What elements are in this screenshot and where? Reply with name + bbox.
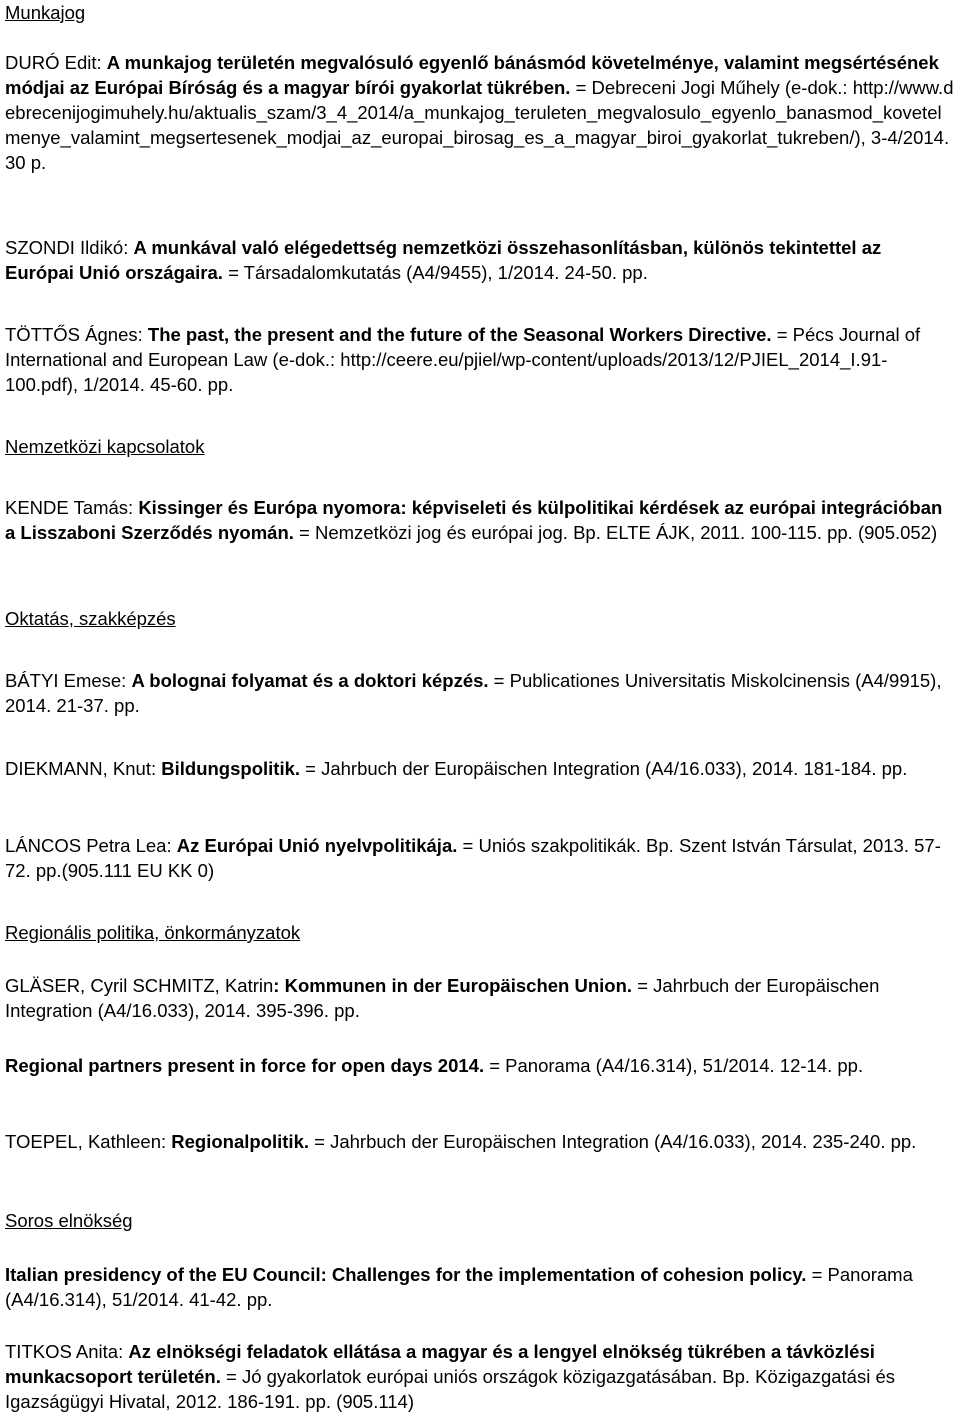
entry-title: Regional partners present in force for open days 2014. <box>5 1055 485 1076</box>
entry-author: KENDE Tamás: <box>5 497 139 518</box>
bibliography-entry <box>5 495 955 545</box>
bibliography-entry <box>5 235 955 285</box>
entry-title: Bildungspolitik. <box>161 758 301 779</box>
entry-source: = Társadalomkutatás (A4/9455), 1/2014. 24-50. pp. <box>222 262 648 283</box>
entry-source: = Nemzetközi jog és európai jog. Bp. ELTE ÁJK, 2011. 100-115. pp. (905.052) <box>293 522 938 543</box>
bibliography-entry <box>5 668 955 718</box>
section-heading-oktatas-szakkepzes: Oktatás, szakképzés <box>5 608 176 629</box>
entry-author: TÖTTŐS Ágnes: <box>5 324 148 345</box>
bibliography-entry <box>5 756 955 781</box>
entry-source: = Uniós szakpolitikák. Bp. Szent István Társulat, 2013. 57-72. pp.(905.111 EU KK 0) <box>5 835 941 881</box>
entry-source: = Jó gyakorlatok európai uniós országok közigazgatásában. Bp. Közigazgatási és Igazságügyi Hivatal, 2012. 186-191. pp. (905.114) <box>5 1366 896 1412</box>
entry-title: Az elnökségi feladatok ellátása a magyar és a lengyel elnökség tükrében a távközlési munkacsoport területén. <box>5 1341 875 1387</box>
bibliography-entry <box>5 973 955 1023</box>
entry-title: Az Európai Unió nyelvpolitikája. <box>176 835 458 856</box>
bibliography-entry <box>5 50 955 175</box>
bibliography-entry <box>5 322 955 397</box>
entry-title: : Kommunen in der Europäischen Union. <box>273 975 633 996</box>
bibliography-entry <box>5 1053 955 1078</box>
entry-source: = Jahrbuch der Europäischen Integration (A4/16.033), 2014. 181-184. pp. <box>300 758 908 779</box>
bibliography-entry <box>5 1262 955 1312</box>
entry-source: = Debreceni Jogi Műhely (e-dok.: http://www.debrecenijogimuhely.hu/aktualis_szam/3_4_2014/a_munkajog_teruleten_megvalosulo_egyenlo_banasmod_kovetelmenye_valamint_megsertesenek_modjai_az_europai_birosag_es_a_magyar_biroi_gyakorlat_tukreben/), 3-4/2014. 30 p. <box>5 77 954 173</box>
entry-source: = Jahrbuch der Europäischen Integration (A4/16.033), 2014. 235-240. pp. <box>309 1131 917 1152</box>
entry-source: = Pécs Journal of International and European Law (e-dok.: http://ceere.eu/pjiel/wp-content/uploads/2013/12/PJIEL_2014_I.91-100.pdf), 1/2014. 45-60. pp. <box>5 324 921 395</box>
bibliography-entry <box>5 833 955 883</box>
entry-author: BÁTYI Emese: <box>5 670 132 691</box>
entry-author: GLÄSER, Cyril SCHMITZ, Katrin <box>5 975 274 996</box>
entry-title: Kissinger és Európa nyomora: képviseleti és külpolitikai kérdések az európai integrációban a Lisszaboni Szerződés nyomán. <box>5 497 943 543</box>
entry-author: TOEPEL, Kathleen: <box>5 1131 172 1152</box>
entry-author: SZONDI Ildikó: <box>5 237 134 258</box>
entry-title: A munkajog területén megvalósuló egyenlő bánásmód követelménye, valamint megsértésének módjai az Európai Bíróság és a magyar bírói gyakorlat tükrében. <box>5 52 939 98</box>
entry-author: DURÓ Edit: <box>5 52 107 73</box>
entry-title: Italian presidency of the EU Council: Challenges for the implementation of cohesion policy. <box>5 1264 807 1285</box>
section-heading-nemzetkozi-kapcsolatok: Nemzetközi kapcsolatok <box>5 436 205 457</box>
entry-title: The past, the present and the future of the Seasonal Workers Directive. <box>147 324 772 345</box>
bibliography-entry <box>5 1129 955 1154</box>
entry-source: = Publicationes Universitatis Miskolcinensis (A4/9915), 2014. 21-37. pp. <box>5 670 942 716</box>
entry-title: Regionalpolitik. <box>171 1131 309 1152</box>
entry-author: DIEKMANN, Knut: <box>5 758 162 779</box>
section-heading-regionalis-politika: Regionális politika, önkormányzatok <box>5 922 301 943</box>
entry-source: = Panorama (A4/16.314), 51/2014. 41-42. pp. <box>5 1264 913 1310</box>
entry-author: TITKOS Anita: <box>5 1341 129 1362</box>
section-heading-soros-elnokseg: Soros elnökség <box>5 1210 133 1231</box>
entry-author: LÁNCOS Petra Lea: <box>5 835 177 856</box>
bibliography-entry <box>5 1339 955 1414</box>
entry-title: A munkával való elégedettség nemzetközi összehasonlításban, különös tekintettel az Európai Unió országaira. <box>5 237 882 283</box>
entry-source: = Jahrbuch der Europäischen Integration (A4/16.033), 2014. 395-396. pp. <box>5 975 880 1021</box>
entry-source: = Panorama (A4/16.314), 51/2014. 12-14. pp. <box>484 1055 864 1076</box>
section-heading-munkajog: Munkajog <box>5 2 86 23</box>
entry-title: A bolognai folyamat és a doktori képzés. <box>131 670 489 691</box>
